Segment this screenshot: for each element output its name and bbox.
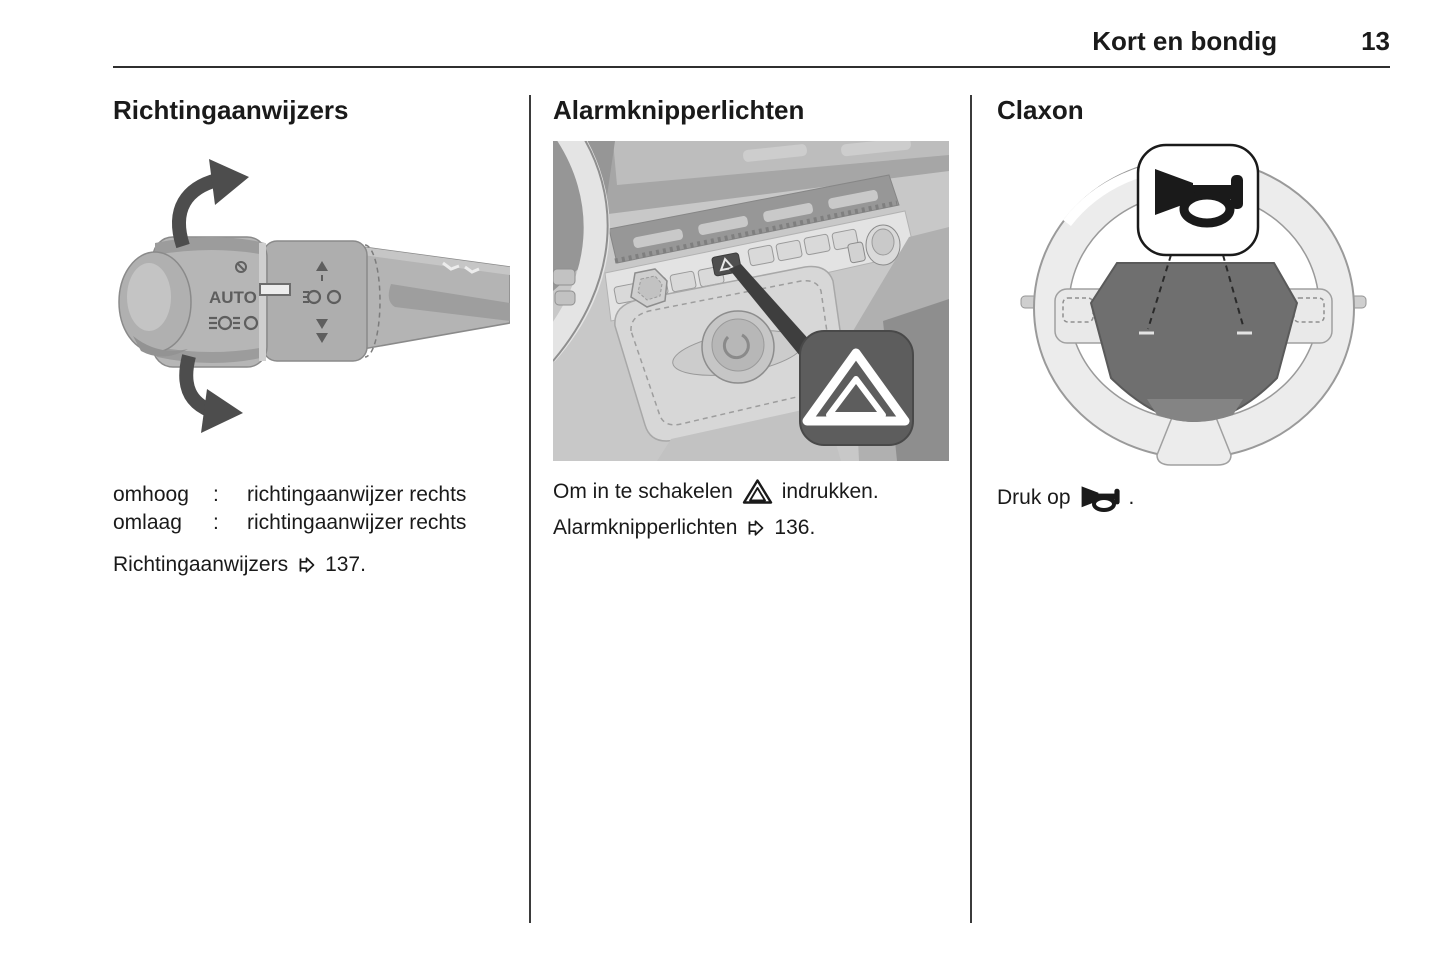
definition-term: omlaag	[113, 511, 182, 534]
page-number: 13	[1361, 26, 1390, 56]
instruction-suffix: indrukken.	[781, 479, 879, 503]
hazard-instruction	[553, 478, 879, 505]
section-heading: Claxon	[997, 95, 1084, 125]
definition-row	[113, 481, 466, 509]
section-horn	[997, 95, 1390, 925]
page-reference	[113, 553, 366, 577]
definition-term: omhoog	[113, 483, 189, 506]
stalk-auto-label: AUTO	[209, 288, 257, 307]
definition-description: richtingaanwijzer rechts	[247, 483, 467, 506]
definition-separator: :	[213, 483, 219, 506]
reference-page: 136.	[774, 516, 816, 539]
steering-wheel-horn-illustration	[997, 143, 1390, 473]
reference-page: 137.	[325, 553, 366, 576]
instruction-prefix: Om in te schakelen	[553, 479, 733, 503]
reference-label: Richtingaanwijzers	[113, 553, 289, 576]
reference-label: Alarmknipperlichten	[553, 516, 738, 539]
instruction-prefix: Druk op	[997, 486, 1071, 509]
dashboard-hazard-illustration	[553, 141, 949, 461]
horn-callout	[1138, 145, 1258, 255]
definition-separator: :	[213, 511, 219, 534]
section-hazard-lights	[553, 95, 950, 925]
horn-icon	[1080, 484, 1120, 512]
page-header	[113, 26, 1390, 68]
column-divider-right	[970, 95, 972, 923]
definition-row	[113, 509, 466, 537]
page-reference-arrow-icon	[745, 518, 766, 538]
turn-signal-definitions	[113, 481, 466, 537]
page-reference	[553, 516, 815, 540]
column-divider-left	[529, 95, 531, 923]
turn-signal-stalk-illustration	[113, 151, 510, 453]
section-turn-signals	[113, 95, 510, 925]
page-reference-arrow-icon	[296, 555, 317, 575]
section-heading: Alarmknipperlichten	[553, 95, 805, 125]
horn-instruction	[997, 484, 1134, 512]
definition-description: richtingaanwijzer rechts	[247, 511, 467, 534]
stalk-up-arrow-icon	[179, 159, 249, 246]
page-title: Kort en bondig	[1092, 26, 1278, 56]
hazard-triangle-icon	[742, 478, 773, 505]
section-heading: Richtingaanwijzers	[113, 95, 349, 125]
instruction-suffix: .	[1128, 486, 1135, 509]
hazard-callout	[800, 331, 913, 445]
